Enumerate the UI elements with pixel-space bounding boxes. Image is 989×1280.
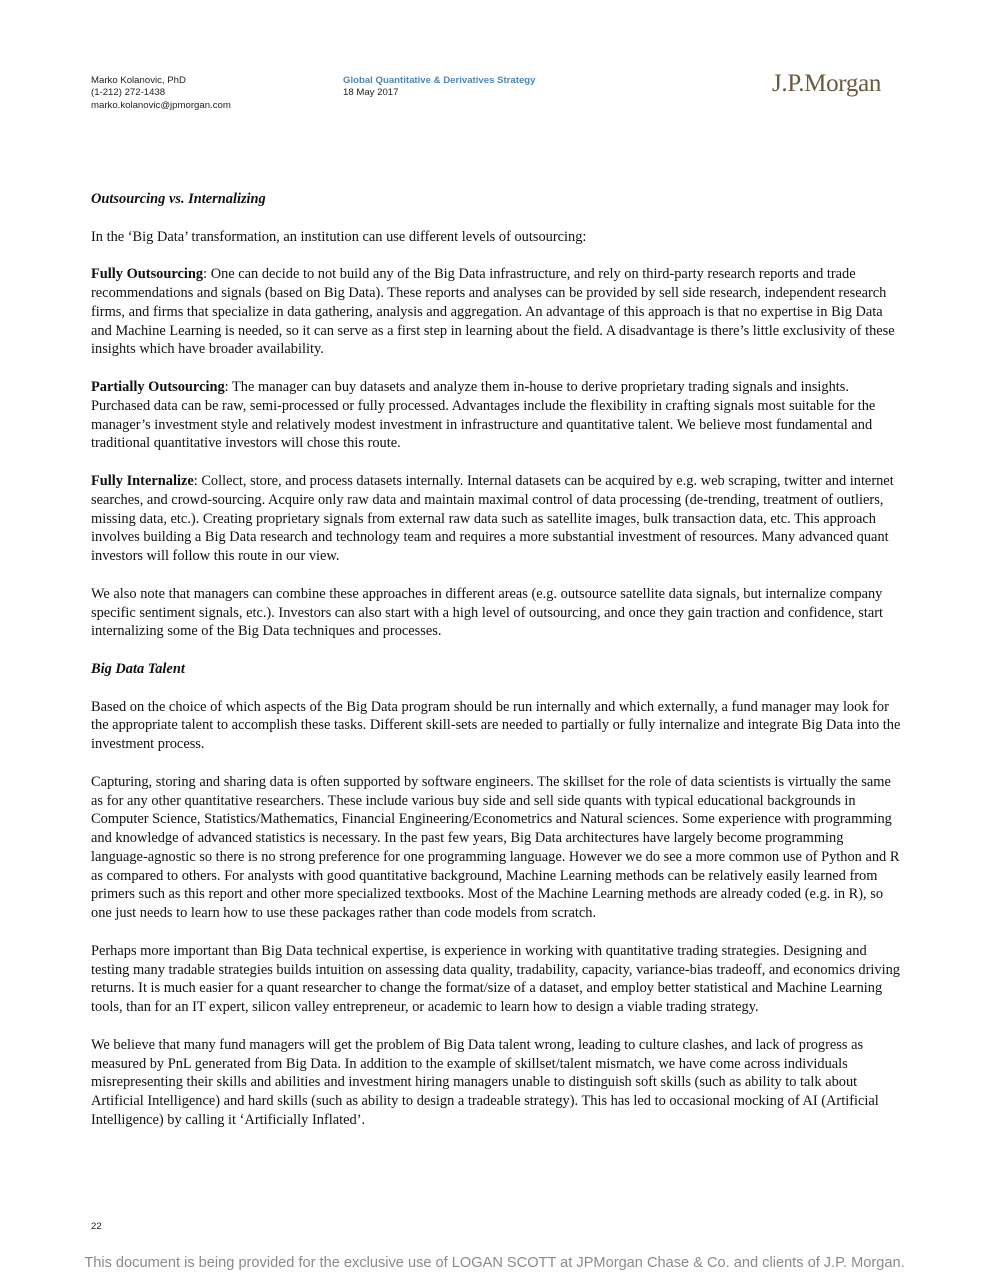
paragraph-partially-outsourcing <box>91 378 901 453</box>
term-partially-outsourcing: Partially Outsourcing <box>91 378 225 395</box>
author-phone: (1-212) 272-1438 <box>91 87 166 99</box>
text-fully-internalize: : Collect, store, and process datasets internally. Internal datasets can be acquired by e.g. web scraping, twitter and internet searches, and crowd-sourcing. Acquire only raw data and maintain maximal control of data processing (de-trending, treatment of outliers, missing data, etc.). Creating proprietary signals from external raw data such as satellite images, bulk transaction data, etc. This approach involves building a Big Data research and technology team and requires a more substantial investment of resources. Many advanced quant investors will follow this route in our view. <box>91 472 894 565</box>
term-fully-internalize: Fully Internalize <box>91 472 194 489</box>
author-email: marko.kolanovic@jpmorgan.com <box>91 99 231 111</box>
text-partially-outsourcing: : The manager can buy datasets and analyze them in-house to derive proprietary trading signals and insights. Purchased data can be raw, semi-processed or fully processed. Advantages include the flexibility in crafting signals most suitable for the manager’s investment style and relatively modest investment in infrastructure and quantitative talent. We believe most fundamental and traditional quantitative investors will chose this route. <box>91 378 876 452</box>
author-name: Marko Kolanovic, PhD <box>91 75 186 86</box>
paragraph-talent-2: Capturing, storing and sharing data is often supported by software engineers. The skillset for the role of data scientists is virtually the same as for any other quantitative researchers. These include various buy side and sell side quants with typical educational backgrounds in Computer Science, Statistics/Mathematics, Financial Engineering/Econometrics and Natural sciences. Some experience with programming and knowledge of advanced statistics is necessary. In the past few years, Big Data architectures have largely become programming language-agnostic so there is no strong preference for one programming language. However we do see a more common use of Python and R as compared to others. For analysts with good quantitative background, Machine Learning methods can be relatively easily learned from primers such as this report and other more specialized textbooks. Most of the Machine Learning methods are already coded (e.g. in R), so one just needs to learn how to use these packages rather than code models from scratch. <box>91 773 900 922</box>
paragraph-talent-4: We believe that many fund managers will get the problem of Big Data talent wrong, leading to culture clashes, and lack of progress as measured by PnL generated from Big Data. In addition to the example of skillset/talent mismatch, we have come across individuals misrepresenting their skills and abilities and investment hiring managers unable to distinguish soft skills (such as ability to talk about Artificial Intelligence) and hard skills (such as ability to design a tradeable strategy). This has led to occasional mocking of AI (Artificial Intelligence) by calling it ‘Artificially Inflated’. <box>91 1036 879 1129</box>
report-date: 18 May 2017 <box>343 87 399 99</box>
strategy-title: Global Quantitative & Derivatives Strategy <box>343 75 536 86</box>
paragraph-combine: We also note that managers can combine these approaches in different areas (e.g. outsource satellite data signals, but internalize company specific sentiment signals, etc.). Investors can also start with a high level of outsourcing, and once they gain traction and confidence, start internalizing some of the Big Data techniques and processes. <box>91 585 884 640</box>
text-fully-outsourcing: : One can decide to not build any of the Big Data infrastructure, and rely on third-party research reports and trade recommendations and signals (based on Big Data). These reports and analyses can be provided by sell side research, independent research firms, and firms that specialize in data gathering, analysis and aggregation. An advantage of this approach is that no expertise in Big Data and Machine Learning is needed, so it can serve as a first step in learning about the field. A disadvantage is there’s little exclusivity of these insights which have broader availability. <box>91 266 895 358</box>
section-heading-talent: Big Data Talent <box>91 660 185 677</box>
paragraph-talent-3: Perhaps more important than Big Data technical expertise, is experience in working with quantitative trading strategies. Designing and testing many tradable strategies builds intuition on assessing data quality, tradability, capacity, variance-bias tradeoff, and economics driving returns. It is much easier for a quant researcher to change the format/size of a dataset, and employ better statistical and Machine Learning tools, than for an IT expert, silicon valley entrepreneur, or academic to learn how to design a viable trading strategy. <box>91 942 900 1016</box>
paragraph-fully-outsourcing <box>91 265 901 359</box>
document-body <box>91 190 901 1149</box>
section-heading-outsourcing: Outsourcing vs. Internalizing <box>91 191 266 207</box>
paragraph-intro: In the ‘Big Data’ transformation, an institution can use different levels of outsourcing: <box>91 228 587 245</box>
report-info <box>343 75 535 100</box>
term-fully-outsourcing: Fully Outsourcing <box>91 266 204 283</box>
author-info <box>91 75 231 112</box>
footer-notice: This document is being provided for the exclusive use of LOGAN SCOTT at JPMorgan Chase & Co. and clients of J.P. Morgan. <box>84 1255 905 1271</box>
page-number: 22 <box>91 1221 102 1232</box>
paragraph-fully-internalize <box>91 472 901 566</box>
paragraph-talent-1: Based on the choice of which aspects of the Big Data program should be run internally and which externally, a fund manager may look for the appropriate talent to accomplish these tasks. Different skill-sets are needed to partially or fully internalize and integrate Big Data into the investment process. <box>91 698 901 753</box>
jpmorgan-logo: J.P.Morgan <box>772 70 882 97</box>
